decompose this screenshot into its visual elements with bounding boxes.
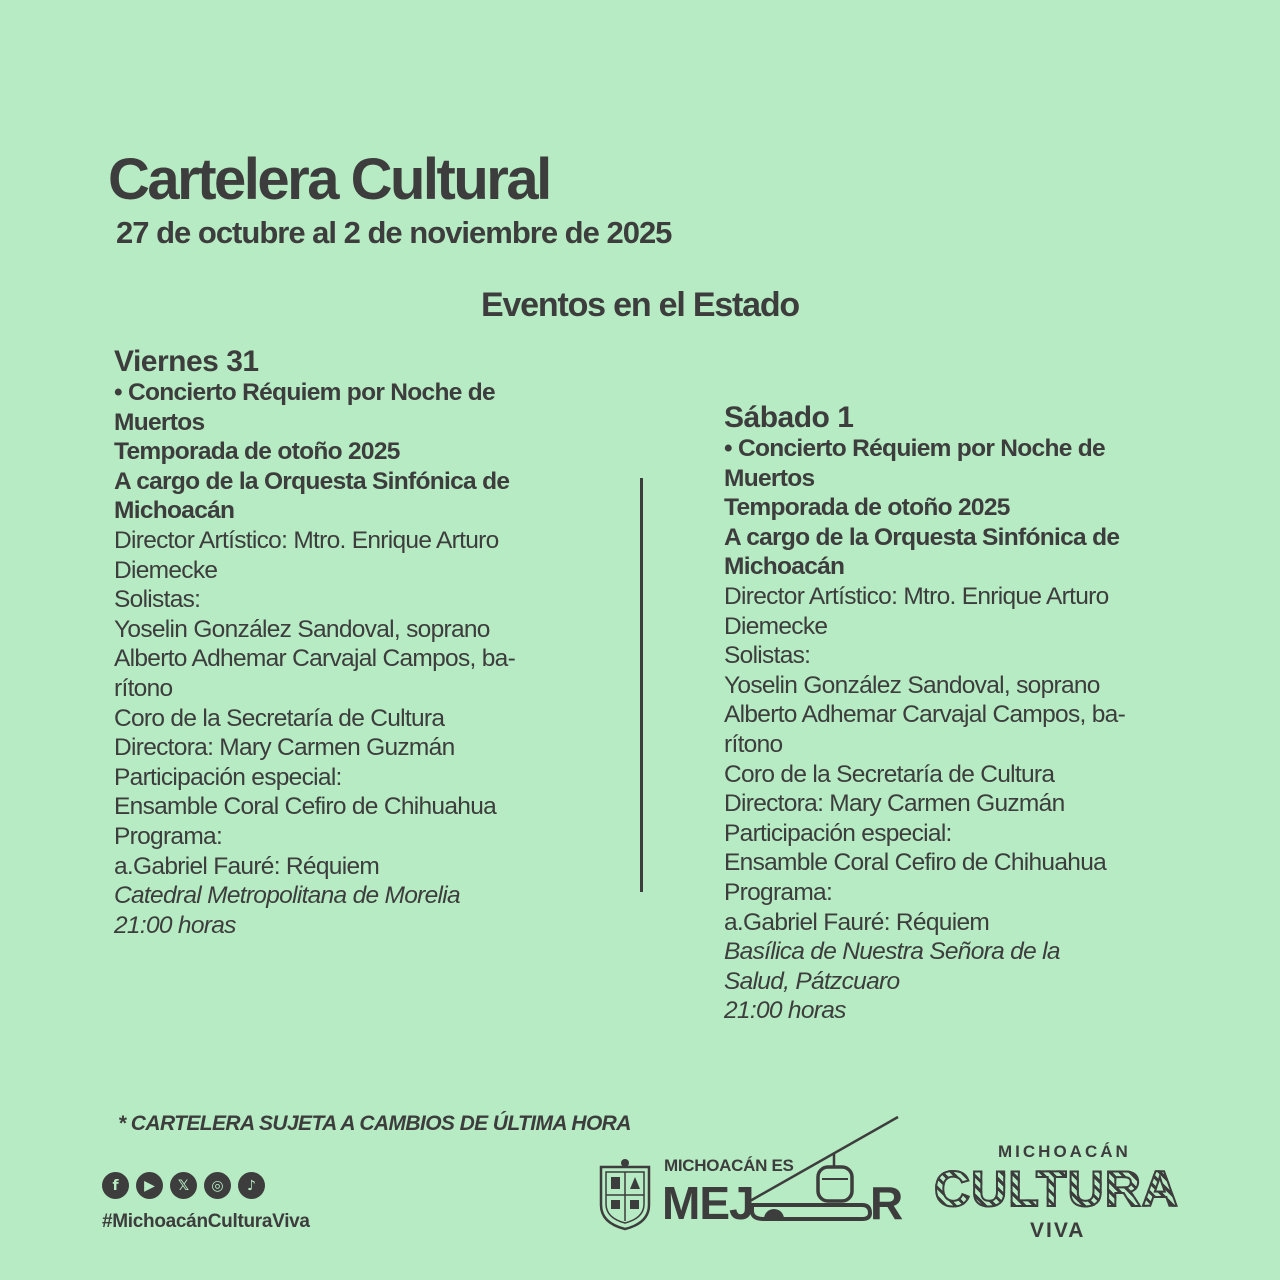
event-venue: Salud, Pátzcuaro <box>724 967 900 995</box>
event-column-saturday <box>724 402 1194 1026</box>
logo-mejor-word: MEJ <box>662 1177 754 1229</box>
date-range: 27 de octubre al 2 de noviembre de 2025 <box>116 215 672 250</box>
page-title: Cartelera Cultural <box>108 147 550 212</box>
hashtag: #MichoacánCulturaViva <box>102 1211 310 1232</box>
event-line: Director Artístico: Mtro. Enrique Arturo <box>114 526 499 554</box>
event-line: Muertos <box>724 464 815 492</box>
event-line: A cargo de la Orquesta Sinfónica de <box>724 523 1120 551</box>
event-line: Participación especial: <box>114 763 342 791</box>
event-line: Solistas: <box>724 642 811 670</box>
x-icon[interactable]: 𝕏 <box>170 1172 197 1199</box>
event-column-friday <box>114 346 584 940</box>
event-line: Programa: <box>114 822 223 850</box>
event-line: • Concierto Réquiem por Noche de <box>724 435 1105 462</box>
instagram-icon[interactable]: ◎ <box>204 1172 231 1199</box>
logo-mejor-tagline: MICHOACÁN ES <box>664 1156 794 1175</box>
tiktok-icon[interactable]: ♪ <box>238 1172 265 1199</box>
event-line: Muertos <box>114 408 205 436</box>
event-line: rítono <box>114 674 173 702</box>
event-line: Michoacán <box>724 553 845 581</box>
section-heading: Eventos en el Estado <box>481 286 799 324</box>
event-line: Coro de la Secretaría de Cultura <box>724 760 1055 788</box>
event-line: Temporada de otoño 2025 <box>114 438 400 466</box>
event-line: Director Artístico: Mtro. Enrique Arturo <box>724 582 1109 610</box>
event-line: Coro de la Secretaría de Cultura <box>114 704 445 732</box>
logo-cultura-word: CULTURA <box>934 1161 1179 1217</box>
event-line: Solistas: <box>114 586 201 614</box>
youtube-icon[interactable]: ▶ <box>136 1172 163 1199</box>
event-line: Ensamble Coral Cefiro de Chihuahua <box>724 849 1107 877</box>
event-line: Participación especial: <box>724 819 952 847</box>
event-line: Yoselin González Sandoval, soprano <box>724 671 1100 699</box>
disclaimer: * CARTELERA SUJETA A CAMBIOS DE ÚLTIMA HORA <box>118 1112 631 1135</box>
event-day: Viernes 31 <box>114 345 259 378</box>
event-day: Sábado 1 <box>724 401 854 434</box>
event-line: Michoacán <box>114 497 235 525</box>
event-line: • Concierto Réquiem por Noche de <box>114 379 495 406</box>
event-line: Diemecke <box>114 556 218 584</box>
social-links <box>102 1172 265 1199</box>
event-line: A cargo de la Orquesta Sinfónica de <box>114 467 510 495</box>
state-shield-icon <box>597 1157 653 1231</box>
event-line: Programa: <box>724 878 833 906</box>
column-divider <box>640 478 643 892</box>
event-venue: Catedral Metropolitana de Morelia <box>114 882 460 910</box>
event-time: 21:00 horas <box>114 911 236 939</box>
event-line: Temporada de otoño 2025 <box>724 494 1010 522</box>
event-line: a.Gabriel Fauré: Réquiem <box>724 908 990 936</box>
event-line: Yoselin González Sandoval, soprano <box>114 615 490 643</box>
event-line: Alberto Adhemar Carvajal Campos, ba- <box>724 701 1126 729</box>
logo-cultura-bottom: VIVA <box>1030 1219 1086 1242</box>
event-line: Diemecke <box>724 612 828 640</box>
event-line: Ensamble Coral Cefiro de Chihuahua <box>114 793 497 821</box>
logo-cultura-top: MICHOACÁN <box>998 1142 1131 1161</box>
logo-mejor-end: R <box>870 1177 904 1229</box>
facebook-icon[interactable]: f <box>102 1172 129 1199</box>
event-time: 21:00 horas <box>724 997 846 1025</box>
event-line: Alberto Adhemar Carvajal Campos, ba- <box>114 645 516 673</box>
event-line: Directora: Mary Carmen Guzmán <box>114 734 455 762</box>
event-venue: Basílica de Nuestra Señora de la <box>724 938 1060 966</box>
event-line: Directora: Mary Carmen Guzmán <box>724 790 1065 818</box>
event-line: rítono <box>724 730 783 758</box>
event-line: a.Gabriel Fauré: Réquiem <box>114 852 380 880</box>
